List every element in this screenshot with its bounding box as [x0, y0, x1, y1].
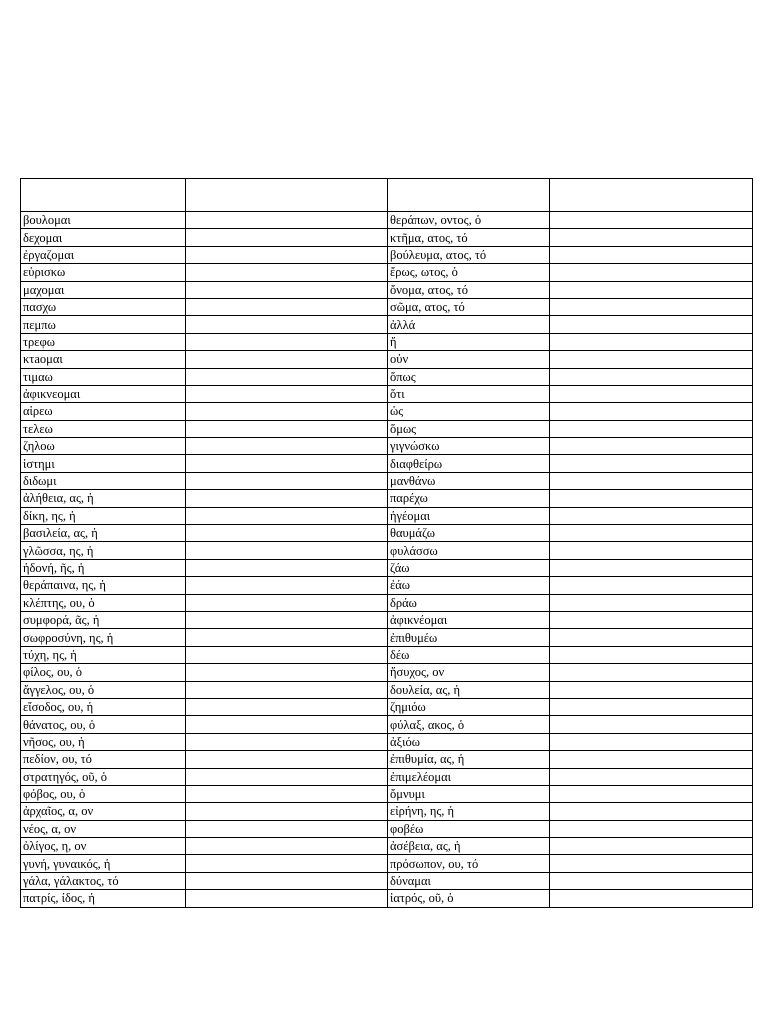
table-row [21, 890, 753, 907]
table-row [21, 438, 753, 455]
greek-term-cell: πεμπω [21, 316, 186, 333]
greek-term-cell: εὑρισκω [21, 264, 186, 281]
table-row [21, 212, 753, 229]
table-row [21, 333, 753, 350]
greek-term-cell: δεχομαι [21, 229, 186, 246]
header-cell [21, 179, 186, 212]
greek-term-cell: κτaομαι [21, 351, 186, 368]
greek-term-cell: οὐν [388, 351, 550, 368]
greek-term-cell: ἀφικνεομαι [21, 385, 186, 402]
table-row [21, 368, 753, 385]
translation-cell [186, 507, 388, 524]
table-row [21, 872, 753, 889]
translation-cell [550, 577, 753, 594]
table-row [21, 698, 753, 715]
greek-term-cell: πατρίς, ίδος, ἡ [21, 890, 186, 907]
table-row [21, 403, 753, 420]
greek-term-cell: νέος, α, ον [21, 820, 186, 837]
greek-term-cell: δέω [388, 646, 550, 663]
greek-term-cell: πασχω [21, 298, 186, 315]
translation-cell [550, 264, 753, 281]
vocabulary-table [20, 178, 753, 908]
translation-cell [186, 785, 388, 802]
translation-cell [186, 385, 388, 402]
greek-term-cell: σῶμα, ατος, τό [388, 298, 550, 315]
translation-cell [550, 316, 753, 333]
table-row [21, 525, 753, 542]
table-row [21, 507, 753, 524]
translation-cell [550, 751, 753, 768]
translation-cell [550, 333, 753, 350]
greek-term-cell: φύλαξ, ακος, ὁ [388, 716, 550, 733]
table-row [21, 542, 753, 559]
translation-cell [550, 368, 753, 385]
header-cell [550, 179, 753, 212]
table-row [21, 281, 753, 298]
translation-cell [550, 594, 753, 611]
table-row [21, 316, 753, 333]
greek-term-cell: ἀφικνέομαι [388, 611, 550, 628]
greek-term-cell: πεδίον, ου, τό [21, 751, 186, 768]
translation-cell [550, 351, 753, 368]
translation-cell [186, 751, 388, 768]
greek-term-cell: βασιλεία, ας, ἡ [21, 525, 186, 542]
translation-cell [186, 472, 388, 489]
translation-cell [550, 212, 753, 229]
greek-term-cell: εἴσοδος, ου, ἡ [21, 698, 186, 715]
translation-cell [550, 855, 753, 872]
greek-term-cell: ὄμνυμι [388, 785, 550, 802]
translation-cell [186, 212, 388, 229]
greek-term-cell: μαχομαι [21, 281, 186, 298]
translation-cell [186, 281, 388, 298]
greek-term-cell: ἔρως, ωτος, ὁ [388, 264, 550, 281]
translation-cell [550, 803, 753, 820]
greek-term-cell: δίκη, ης, ἡ [21, 507, 186, 524]
greek-term-cell: θεράπαινα, ης, ἡ [21, 577, 186, 594]
greek-term-cell: ζημιόω [388, 698, 550, 715]
translation-cell [186, 420, 388, 437]
greek-term-cell: τελεω [21, 420, 186, 437]
greek-term-cell: θαυμάζω [388, 525, 550, 542]
translation-cell [550, 542, 753, 559]
translation-cell [186, 872, 388, 889]
greek-term-cell: γυνή, γυναικός, ἡ [21, 855, 186, 872]
translation-cell [550, 281, 753, 298]
greek-term-cell: ἐπιθυμία, ας, ἡ [388, 751, 550, 768]
translation-cell [550, 385, 753, 402]
table-row [21, 385, 753, 402]
translation-cell [550, 229, 753, 246]
translation-cell [550, 611, 753, 628]
greek-term-cell: τιμαω [21, 368, 186, 385]
table-row [21, 351, 753, 368]
translation-cell [186, 525, 388, 542]
table-row [21, 611, 753, 628]
translation-cell [550, 872, 753, 889]
greek-term-cell: γιγνώσκω [388, 438, 550, 455]
translation-cell [186, 681, 388, 698]
translation-cell [550, 472, 753, 489]
greek-term-cell: ἀρχαῖος, α, ον [21, 803, 186, 820]
greek-term-cell: φίλος, ου, ὁ [21, 664, 186, 681]
translation-cell [186, 351, 388, 368]
table-row [21, 751, 753, 768]
table-row [21, 472, 753, 489]
table-row [21, 577, 753, 594]
greek-term-cell: ὅμως [388, 420, 550, 437]
greek-term-cell: ἐάω [388, 577, 550, 594]
header-cell [388, 179, 550, 212]
translation-cell [550, 698, 753, 715]
translation-cell [550, 664, 753, 681]
greek-term-cell: φοβέω [388, 820, 550, 837]
greek-term-cell: ἡγέομαι [388, 507, 550, 524]
translation-cell [186, 698, 388, 715]
greek-term-cell: ἐπιμελέομαι [388, 768, 550, 785]
translation-cell [550, 455, 753, 472]
translation-cell [550, 629, 753, 646]
greek-term-cell: ζηλοω [21, 438, 186, 455]
translation-cell [186, 316, 388, 333]
table-row [21, 803, 753, 820]
translation-cell [186, 577, 388, 594]
table-row [21, 838, 753, 855]
translation-cell [550, 646, 753, 663]
translation-cell [186, 229, 388, 246]
greek-term-cell: κτῆμα, ατος, τό [388, 229, 550, 246]
translation-cell [550, 525, 753, 542]
translation-cell [550, 559, 753, 576]
translation-cell [186, 611, 388, 628]
greek-term-cell: βούλευμα, ατος, τό [388, 246, 550, 263]
greek-term-cell: ἀλήθεια, ας, ἡ [21, 490, 186, 507]
greek-term-cell: διαφθείρω [388, 455, 550, 472]
greek-term-cell: ἰατρός, οῦ, ὁ [388, 890, 550, 907]
translation-cell [186, 664, 388, 681]
table-row [21, 681, 753, 698]
translation-cell [186, 368, 388, 385]
greek-term-cell: παρέχω [388, 490, 550, 507]
table-row [21, 733, 753, 750]
translation-cell [550, 768, 753, 785]
translation-cell [186, 733, 388, 750]
greek-term-cell: γλῶσσα, ης, ἡ [21, 542, 186, 559]
greek-term-cell: συμφορά, ᾶς, ἡ [21, 611, 186, 628]
table-row [21, 490, 753, 507]
greek-term-cell: θάνατος, ου, ὁ [21, 716, 186, 733]
translation-cell [186, 490, 388, 507]
greek-term-cell: διδωμι [21, 472, 186, 489]
translation-cell [550, 438, 753, 455]
greek-term-cell: ἄγγελος, ου, ὁ [21, 681, 186, 698]
greek-term-cell: δράω [388, 594, 550, 611]
greek-term-cell: φυλάσσω [388, 542, 550, 559]
table-row [21, 298, 753, 315]
greek-term-cell: ὡς [388, 403, 550, 420]
table-row [21, 246, 753, 263]
translation-cell [186, 838, 388, 855]
table-row [21, 785, 753, 802]
translation-cell [550, 246, 753, 263]
translation-cell [550, 681, 753, 698]
translation-cell [550, 507, 753, 524]
greek-term-cell: ὀλίγος, η, ον [21, 838, 186, 855]
greek-term-cell: ἤ [388, 333, 550, 350]
table-body [21, 212, 753, 908]
greek-term-cell: ἡδονή, ῆς, ἡ [21, 559, 186, 576]
translation-cell [550, 785, 753, 802]
translation-cell [186, 803, 388, 820]
translation-cell [550, 716, 753, 733]
greek-term-cell: ἀσέβεια, ας, ἡ [388, 838, 550, 855]
greek-term-cell: σωφροσύνη, ης, ἡ [21, 629, 186, 646]
table-row [21, 455, 753, 472]
greek-term-cell: τύχη, ης, ἡ [21, 646, 186, 663]
translation-cell [186, 594, 388, 611]
translation-cell [186, 820, 388, 837]
translation-cell [550, 490, 753, 507]
table-header-row [21, 179, 753, 212]
greek-term-cell: βουλομαι [21, 212, 186, 229]
greek-term-cell: φόβος, ου, ὁ [21, 785, 186, 802]
greek-term-cell: δουλεία, ας, ἡ [388, 681, 550, 698]
translation-cell [186, 890, 388, 907]
greek-term-cell: κλέπτης, ου, ὁ [21, 594, 186, 611]
table-row [21, 855, 753, 872]
header-cell [186, 179, 388, 212]
table-row [21, 264, 753, 281]
greek-term-cell: αἱρεω [21, 403, 186, 420]
greek-term-cell: ἱστημι [21, 455, 186, 472]
table-row [21, 716, 753, 733]
greek-term-cell: ἀξιόω [388, 733, 550, 750]
translation-cell [186, 333, 388, 350]
greek-term-cell: ἀλλά [388, 316, 550, 333]
table-row [21, 229, 753, 246]
table-row [21, 420, 753, 437]
greek-term-cell: εἰρήνη, ης, ἡ [388, 803, 550, 820]
translation-cell [186, 438, 388, 455]
translation-cell [186, 455, 388, 472]
greek-term-cell: ἐπιθυμέω [388, 629, 550, 646]
translation-cell [550, 298, 753, 315]
translation-cell [550, 820, 753, 837]
translation-cell [186, 264, 388, 281]
translation-cell [186, 559, 388, 576]
greek-term-cell: δύναμαι [388, 872, 550, 889]
translation-cell [186, 716, 388, 733]
table-row [21, 768, 753, 785]
greek-term-cell: ὅτι [388, 385, 550, 402]
translation-cell [186, 768, 388, 785]
greek-term-cell: στρατηγός, οῦ, ὁ [21, 768, 186, 785]
greek-term-cell: τρεφω [21, 333, 186, 350]
greek-term-cell: ὄνομα, ατος, τό [388, 281, 550, 298]
table-row [21, 559, 753, 576]
greek-term-cell: ἐργαζομαι [21, 246, 186, 263]
greek-term-cell: πρόσωπον, ου, τό [388, 855, 550, 872]
table-row [21, 646, 753, 663]
greek-term-cell: γάλα, γάλακτος, τό [21, 872, 186, 889]
greek-term-cell: θεράπων, οντος, ὁ [388, 212, 550, 229]
table-row [21, 820, 753, 837]
translation-cell [550, 403, 753, 420]
translation-cell [186, 855, 388, 872]
table-row [21, 594, 753, 611]
translation-cell [186, 403, 388, 420]
translation-cell [186, 646, 388, 663]
table-row [21, 664, 753, 681]
translation-cell [186, 542, 388, 559]
translation-cell [550, 733, 753, 750]
translation-cell [550, 838, 753, 855]
greek-term-cell: μανθάνω [388, 472, 550, 489]
translation-cell [186, 246, 388, 263]
translation-cell [186, 298, 388, 315]
translation-cell [550, 890, 753, 907]
translation-cell [186, 629, 388, 646]
table-row [21, 629, 753, 646]
greek-term-cell: ζάω [388, 559, 550, 576]
translation-cell [550, 420, 753, 437]
greek-term-cell: νῆσος, ου, ἡ [21, 733, 186, 750]
greek-term-cell: ἥσυχος, ον [388, 664, 550, 681]
greek-term-cell: ὅπως [388, 368, 550, 385]
